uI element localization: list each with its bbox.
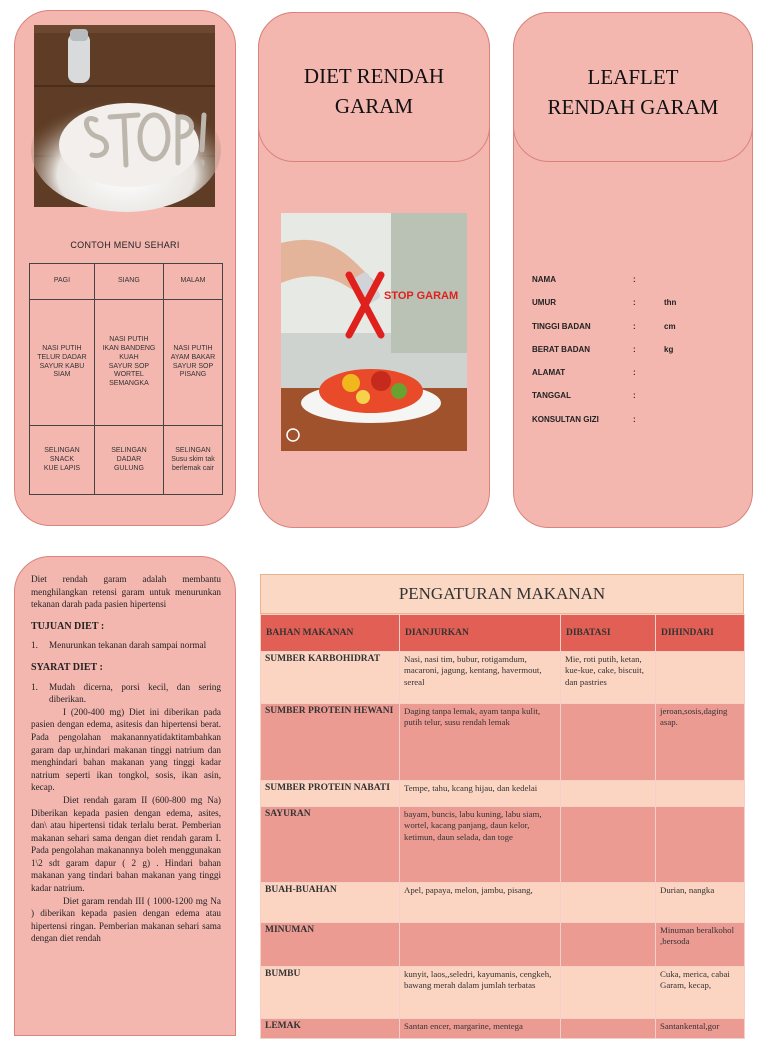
tujuan-item: 1. Menurunkan tekanan darah sampai normal	[31, 640, 207, 651]
form-label: BERAT BADAN	[532, 344, 591, 354]
food-row-sayuran: SAYURAN bayam, buncis, labu kuning, labu siam, wortel, kacang panjang, daun kelor, ketimun, daun selada, dan toge	[261, 807, 745, 883]
cover-title: DIET RENDAH GARAM	[303, 64, 445, 118]
menu-cell: NASI PUTIH AYAM BAKAR SAYUR SOP PISANG	[163, 300, 222, 426]
form-colon: :	[633, 275, 636, 284]
syarat-paragraph-1: I (200-400 mg) Diet ini diberikan pada pasien dengan edema, asitesis dan hipertensi berat. Pada pengolahan makanannyatidaktitambahkan garam dap ur,hindari makanan tinggi natrium dan menghindari bahan makanan yang tinggi kadar natrium seperti ikan tongkol, sosis, ikan asin, kecap.	[31, 706, 221, 793]
form-colon: :	[633, 321, 636, 331]
food-row-protein-hewani: SUMBER PROTEIN HEWANI Daging tanpa lemak, ayam tanpa kulit, putih telur, susu rendah lemak jeroan,sosis,daging asap.	[261, 704, 745, 781]
form-label: TINGGI BADAN	[532, 321, 591, 331]
food-header-dibatasi: DIBATASI	[561, 615, 656, 652]
menu-row	[30, 426, 223, 495]
food-row-lemak: LEMAK Santan encer, margarine, mentega Santankental,gor	[261, 1019, 745, 1039]
food-row-minuman: MINUMAN Minuman beralkohol ,bersoda	[261, 923, 745, 967]
food-row-karbohidrat: SUMBER KARBOHIDRAT Nasi, nasi tim, bubur, rotigamdum, macaroni, jagung, kentang, havermout, sereal Mie, roti putih, ketan, kue-kue, cake, biscuit, dan pastries	[261, 652, 745, 704]
info-panel	[14, 556, 236, 1036]
food-row-protein-nabati: SUMBER PROTEIN NABATI Tempe, tahu, kcang hijau, dan kedelai	[261, 781, 745, 807]
menu-table	[29, 263, 223, 495]
menu-cell: SELINGAN DADAR GULUNG	[94, 426, 163, 495]
menu-cell: SELINGAN Susu skim tak berlemak cair	[163, 426, 222, 495]
form-row-nama	[532, 275, 742, 298]
food-row-buah: BUAH-BUAHAN Apel, papaya, melon, jambu, pisang, Durian, nangka	[261, 883, 745, 923]
stop-garam-label: STOP GARAM	[384, 290, 459, 302]
menu-header-pagi: PAGI	[30, 264, 95, 300]
info-text	[31, 573, 221, 945]
form-row-umur	[532, 298, 742, 321]
form-row-berat	[532, 345, 742, 368]
menu-header-siang: SIANG	[94, 264, 163, 300]
cover-panel	[258, 12, 490, 528]
stop-garam-photo	[281, 213, 467, 451]
syarat-paragraph-3: Diet garam rendah III ( 1000-1200 mg Na ) diberikan kepada pasien dengan edema atau hipertensi ringan. Pemberian makanan sehari sama dengan diet rendah	[31, 895, 221, 944]
form-colon: :	[633, 391, 636, 401]
cover-title-box	[258, 12, 490, 162]
leaflet-title-box	[513, 12, 753, 162]
form-row-alamat	[532, 368, 742, 391]
menu-cell: SELINGAN SNACK KUE LAPIS	[30, 426, 95, 495]
form-colon: :	[633, 414, 636, 424]
menu-header-malam: MALAM	[163, 264, 222, 300]
tujuan-heading: TUJUAN DIET :	[31, 620, 105, 632]
menu-cell: NASI PUTIH TELUR DADAR SAYUR KABU SIAM	[30, 300, 95, 426]
menu-title: CONTOH MENU SEHARI	[70, 240, 180, 250]
food-header-bahan: BAHAN MAKANAN	[261, 615, 400, 652]
food-header-row	[261, 615, 745, 652]
form-label: KONSULTAN GIZI	[532, 414, 599, 424]
form-colon: :	[633, 344, 636, 354]
menu-row	[30, 300, 223, 426]
syarat-paragraph-2: Diet rendah garam II (600-800 mg Na) Diberikan kepada pasien dengan edema, asites, dan\ atau hipertensi tidak terlalu berat. Pemberian makanan sehari sama dengan diet rendah garam I. Pada pengolahan makanannya boleh menggunakan 1\2 sdt garam dapur ( 2 g) . Hindari bahan makanan yang tindari bahan makanan yang tinggi kadar natrium.	[31, 794, 221, 894]
form-row-tanggal	[532, 391, 742, 414]
leaflet-panel	[513, 12, 753, 528]
menu-cell: NASI PUTIH IKAN BANDENG KUAH SAYUR SOP WORTEL SEMANGKA	[94, 300, 163, 426]
form-colon: :	[633, 368, 636, 378]
food-table	[260, 614, 745, 1039]
menu-panel	[14, 10, 236, 526]
form-unit: thn	[664, 298, 677, 308]
food-table-title: PENGATURAN MAKANAN	[260, 574, 744, 614]
syarat-heading: SYARAT DIET :	[31, 661, 103, 673]
leaflet-title: LEAFLET RENDAH GARAM	[547, 65, 719, 119]
form-unit: kg	[664, 344, 674, 354]
food-header-dianjurkan: DIANJURKAN	[400, 615, 561, 652]
form-label: UMUR	[532, 298, 556, 308]
form-label: NAMA	[532, 275, 556, 284]
form-label: ALAMAT	[532, 368, 566, 378]
form-unit: cm	[664, 321, 676, 331]
food-row-bumbu: BUMBU kunyit, laos,,seledri, kayumanis, cengkeh, bawang merah dalam jumlah terbatas Cuka, merica, cabai Garam, kecap,	[261, 967, 745, 1019]
food-header-dihindari: DIHINDARI	[656, 615, 745, 652]
form-row-tinggi	[532, 322, 742, 345]
menu-header-row	[30, 264, 223, 300]
form-colon: :	[633, 298, 636, 308]
form-label: TANGGAL	[532, 391, 571, 401]
salt-stop-photo	[34, 25, 215, 207]
intro-paragraph: Diet rendah garam adalah membantu menghilangkan retensi garam untuk menurunkan tekanan darah pada pasien hipertensi	[31, 574, 221, 610]
syarat-item: 1. Mudah dicerna, porsi kecil, dan sering diberikan.	[31, 681, 221, 705]
form-row-konsultan	[532, 415, 742, 438]
patient-form	[532, 275, 742, 438]
